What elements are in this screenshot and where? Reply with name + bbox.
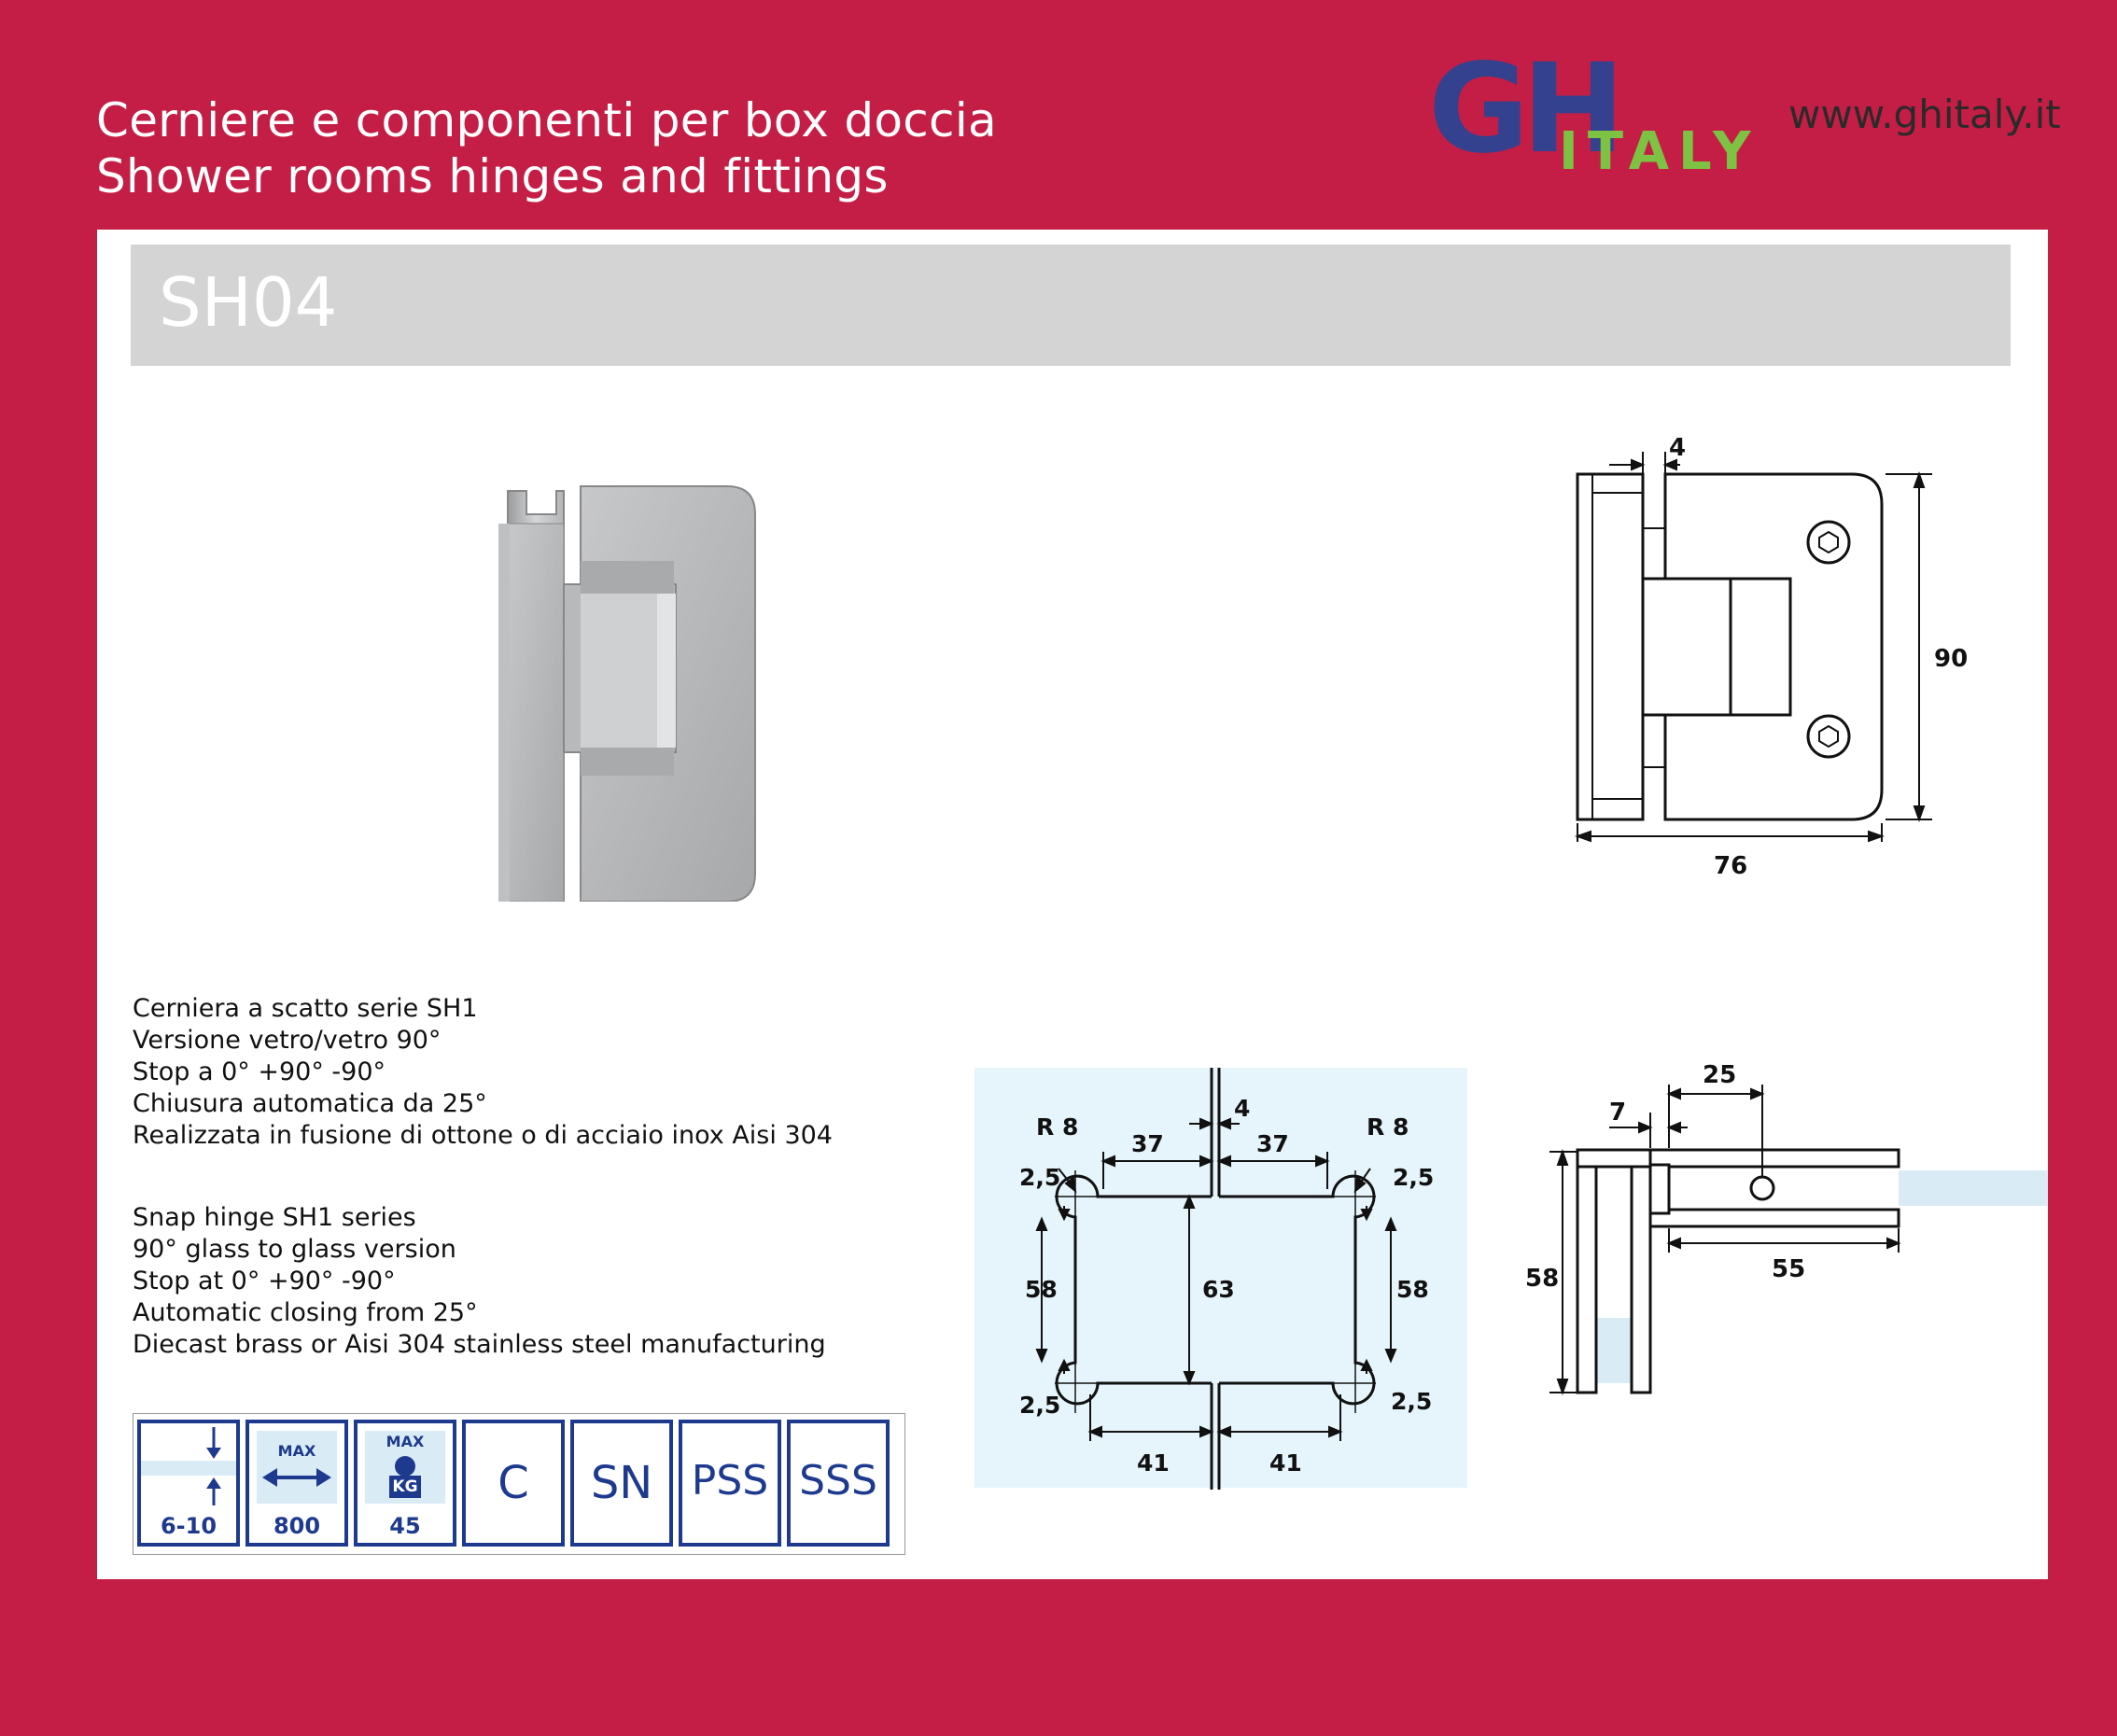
- desc-en-line: Snap hinge SH1 series: [133, 1203, 416, 1232]
- dim-label: R 8: [1367, 1113, 1409, 1141]
- dim-label: 4: [1234, 1095, 1251, 1122]
- hinge-photo: [498, 472, 984, 902]
- finish-chrome: [462, 1420, 565, 1547]
- dim-label: 63: [1202, 1276, 1235, 1303]
- max-weight-label: MAX: [386, 1433, 425, 1450]
- header-title-it: Cerniere e componenti per box doccia: [96, 93, 997, 147]
- desc-it-line: Realizzata in fusione di ottone o di acciaio inox Aisi 304: [133, 1121, 833, 1150]
- title-bar: [131, 245, 2011, 366]
- dim-label: 37: [1131, 1130, 1164, 1157]
- gh-italy-logo: [1428, 37, 1764, 182]
- desc-it-line: Chiusura automatica da 25°: [133, 1089, 487, 1118]
- dim-label: 41: [1269, 1449, 1302, 1477]
- website-link[interactable]: www.ghitaly.it: [1788, 91, 2061, 137]
- finish-code: SN: [590, 1457, 653, 1509]
- desc-en-line: Automatic closing from 25°: [133, 1298, 478, 1327]
- spec-icons-strip: [133, 1413, 905, 1555]
- glass-cutout-drawing: [974, 1068, 1469, 1490]
- dim-label: 58: [1396, 1276, 1429, 1303]
- max-weight-spec: [354, 1420, 456, 1547]
- desc-it-line: Stop a 0° +90° -90°: [133, 1057, 386, 1086]
- dim-label: 76: [1714, 852, 1748, 880]
- dim-label: 41: [1137, 1449, 1170, 1477]
- dim-label: 58: [1025, 1276, 1058, 1303]
- max-width-value: 800: [273, 1513, 321, 1539]
- description-english: [133, 1202, 826, 1361]
- dim-label: 90: [1934, 645, 1969, 673]
- finish-satin-nickel: [570, 1420, 673, 1547]
- desc-en-line: Diecast brass or Aisi 304 stainless steel manufacturing: [133, 1330, 826, 1359]
- desc-en-line: 90° glass to glass version: [133, 1235, 456, 1264]
- top-view-drawing: [1525, 991, 2048, 1402]
- product-panel: [97, 230, 2048, 1579]
- max-weight-value: 45: [389, 1513, 421, 1539]
- glass-thickness-spec: [137, 1420, 240, 1547]
- dim-label: 2,5: [1019, 1164, 1061, 1191]
- dim-label: 2,5: [1393, 1164, 1435, 1191]
- width-arrow-icon: [249, 1423, 344, 1507]
- finish-satin-stainless: [787, 1420, 890, 1547]
- description-italian: [133, 993, 833, 1152]
- max-weight-unit: KG: [392, 1477, 418, 1496]
- dim-label: 55: [1772, 1255, 1806, 1283]
- dim-label: 7: [1609, 1099, 1627, 1127]
- dim-label: 37: [1256, 1130, 1289, 1157]
- dim-label: 4: [1669, 434, 1687, 462]
- logo-italy-text: ITALY: [1559, 121, 1760, 182]
- dim-label: 25: [1703, 1061, 1737, 1089]
- dim-label: 2,5: [1019, 1392, 1061, 1419]
- header-title-en: Shower rooms hinges and fittings: [96, 149, 889, 203]
- desc-it-line: Versione vetro/vetro 90°: [133, 1026, 442, 1055]
- desc-en-line: Stop at 0° +90° -90°: [133, 1267, 396, 1295]
- max-width-label: MAX: [277, 1442, 316, 1460]
- finish-code: C: [498, 1457, 529, 1509]
- glass-thickness-value: 6-10: [160, 1513, 217, 1539]
- finish-code: PSS: [691, 1457, 769, 1505]
- dim-label: 2,5: [1391, 1388, 1433, 1415]
- finish-polished-stainless: [679, 1420, 781, 1547]
- max-width-spec: [245, 1420, 348, 1547]
- finish-code: SSS: [799, 1457, 877, 1505]
- dim-label: R 8: [1036, 1113, 1079, 1141]
- logo-gh-text: GH: [1428, 37, 1618, 181]
- glass-thickness-icon: [141, 1423, 236, 1507]
- desc-it-line: Cerniera a scatto serie SH1: [133, 994, 478, 1023]
- front-view-drawing: [1553, 422, 2076, 945]
- dim-label: 58: [1525, 1265, 1560, 1293]
- product-code: SH04: [159, 263, 338, 342]
